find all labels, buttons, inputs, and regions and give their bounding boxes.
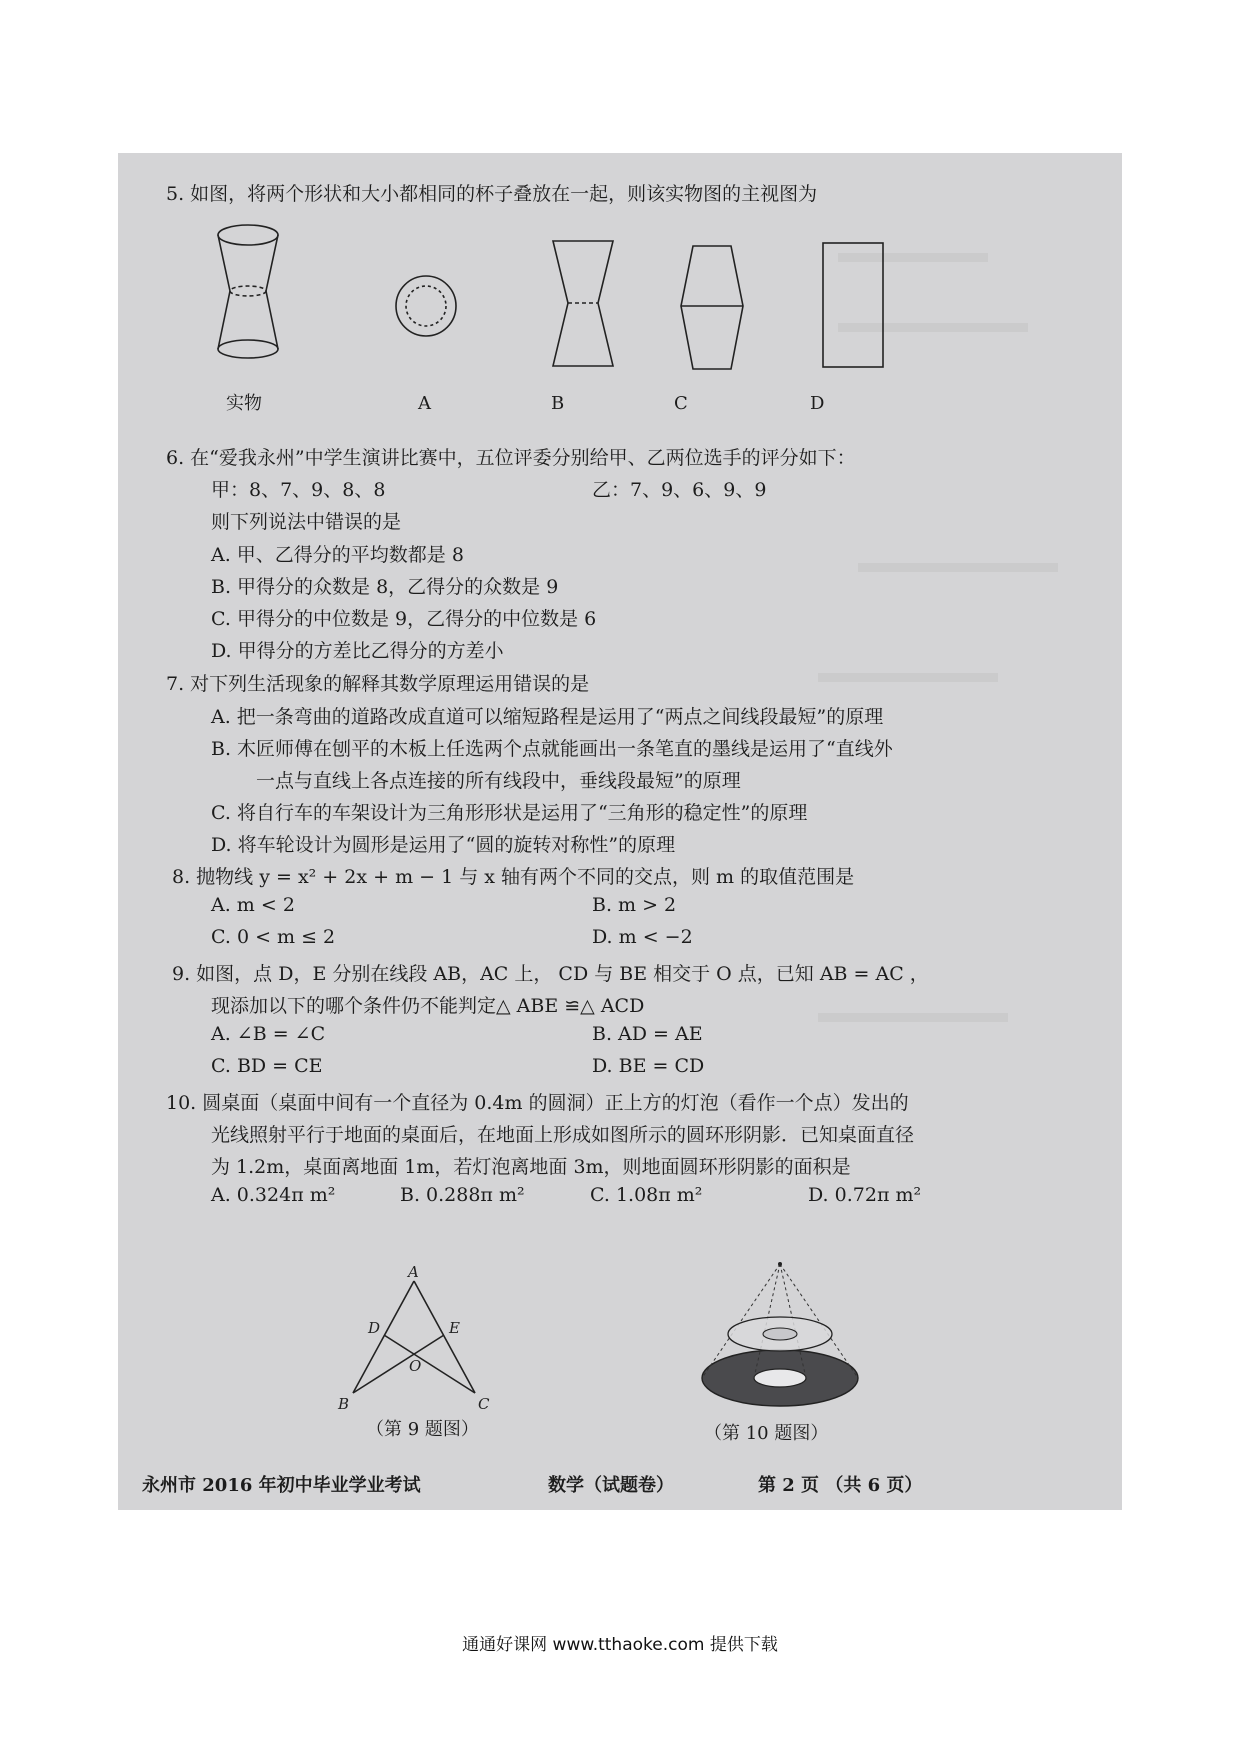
label-real-object: 实物 xyxy=(226,393,262,414)
exam-page-photo xyxy=(118,153,1122,1510)
question-9-option-c: C. BD = CE xyxy=(211,1055,323,1077)
bleed-mark xyxy=(838,323,1028,332)
option-c-shape xyxy=(681,246,743,369)
ring-shadow-hole xyxy=(754,1369,806,1387)
question-6-option-d: D. 甲得分的方差比乙得分的方差小 xyxy=(211,640,504,662)
question-6-option-c: C. 甲得分的中位数是 9，乙得分的中位数是 6 xyxy=(211,608,597,630)
question-7-option-d: D. 将车轮设计为圆形是运用了“圆的旋转对称性”的原理 xyxy=(211,834,676,856)
question-8-option-b: B. m > 2 xyxy=(592,894,677,916)
question-9-option-b: B. AD = AE xyxy=(592,1023,703,1045)
figure-10-caption: （第 10 题图） xyxy=(704,1423,829,1444)
question-9-stem-line-1: 9. 如图，点 D，E 分别在线段 AB，AC 上， CD 与 BE 相交于 O 点，已知 AB = AC ， xyxy=(172,963,929,985)
question-7-option-a: A. 把一条弯曲的道路改成直道可以缩短路程是运用了“两点之间线段最短”的原理 xyxy=(211,706,884,728)
point-label-c: C xyxy=(478,1395,490,1413)
point-label-o: O xyxy=(409,1357,422,1375)
question-10-stem-line-2: 光线照射平行于地面的桌面后，在地面上形成如图所示的圆环形阴影．已知桌面直径 xyxy=(211,1124,915,1146)
point-label-e: E xyxy=(449,1319,460,1337)
option-a-inner-circle xyxy=(406,286,446,326)
question-9-stem-line-2: 现添加以下的哪个条件仍不能判定△ ABE ≌△ ACD xyxy=(211,995,645,1017)
option-a-outer-circle xyxy=(396,276,456,336)
question-7-option-c: C. 将自行车的车架设计为三角形形状是运用了“三角形的稳定性”的原理 xyxy=(211,802,808,824)
question-6-jia-scores: 甲：8、7、9、8、8 xyxy=(211,479,386,501)
footer-page-number: 第 2 页 （共 6 页） xyxy=(758,1475,923,1496)
figure-9-triangle xyxy=(328,1263,518,1413)
cup-bottom-ellipse xyxy=(218,340,278,358)
label-option-b: B xyxy=(551,393,565,414)
question-9-option-d: D. BE = CD xyxy=(592,1055,705,1077)
footer-exam-name: 永州市 2016 年初中毕业学业考试 xyxy=(142,1475,421,1496)
question-8-option-c: C. 0 < m ≤ 2 xyxy=(211,926,336,948)
figure-9-caption: （第 9 题图） xyxy=(366,1419,479,1440)
question-6-option-b: B. 甲得分的众数是 8，乙得分的众数是 9 xyxy=(211,576,559,598)
question-7-option-b: B. 木匠师傅在刨平的木板上任选两个点就能画出一条笔直的墨线是运用了“直线外 xyxy=(211,738,893,760)
table-hole-ellipse xyxy=(763,1328,797,1340)
question-7-option-b-cont: 一点与直线上各点连接的所有线段中，垂线段最短”的原理 xyxy=(256,770,741,792)
question-6-option-a: A. 甲、乙得分的平均数都是 8 xyxy=(211,544,464,566)
question-10-option-b: B. 0.288π m² xyxy=(400,1184,525,1206)
point-label-b: B xyxy=(338,1395,350,1413)
question-8-option-d: D. m < −2 xyxy=(592,926,693,948)
question-10-option-a: A. 0.324π m² xyxy=(211,1184,336,1206)
question-8-option-a: A. m < 2 xyxy=(211,894,295,916)
question-7-stem: 7. 对下列生活现象的解释其数学原理运用错误的是 xyxy=(166,673,590,695)
footer-subject: 数学（试题卷） xyxy=(548,1475,674,1496)
label-option-d: D xyxy=(810,393,825,414)
question-6-yi-scores: 乙：7、9、6、9、9 xyxy=(592,479,767,501)
question-6-stem: 6. 在“爱我永州”中学生演讲比赛中，五位评委分别给甲、乙两位选手的评分如下： xyxy=(166,447,856,469)
question-6-ask: 则下列说法中错误的是 xyxy=(211,511,402,533)
question-9-option-a: A. ∠B = ∠C xyxy=(211,1023,326,1045)
question-5-figures xyxy=(213,221,863,381)
point-label-d: D xyxy=(368,1319,381,1337)
question-10-option-d: D. 0.72π m² xyxy=(808,1184,922,1206)
download-credit: 通通好课网 www.tthaoke.com 提供下载 xyxy=(462,1635,778,1655)
cup-top-ellipse xyxy=(218,225,278,245)
label-option-c: C xyxy=(674,393,688,414)
point-label-a: A xyxy=(408,1263,419,1281)
question-10-stem-line-1: 10. 圆桌面（桌面中间有一个直径为 0.4m 的圆洞）正上方的灯泡（看作一个点）发出的 xyxy=(166,1092,909,1114)
bleed-mark xyxy=(858,563,1058,572)
question-8-stem: 8. 抛物线 y = x² + 2x + m − 1 与 x 轴有两个不同的交点，则 m 的取值范围是 xyxy=(172,866,855,888)
lamp-point xyxy=(778,1262,782,1266)
bleed-mark xyxy=(818,673,998,682)
question-5-stem: 5. 如图，将两个形状和大小都相同的杯子叠放在一起，则该实物图的主视图为 xyxy=(166,183,818,205)
label-option-a: A xyxy=(418,393,431,414)
question-10-stem-line-3: 为 1.2m，桌面离地面 1m，若灯泡离地面 3m，则地面圆环形阴影的面积是 xyxy=(211,1156,851,1178)
figure-10-cone xyxy=(690,1258,870,1418)
question-10-option-c: C. 1.08π m² xyxy=(590,1184,703,1206)
bleed-mark xyxy=(818,1013,1008,1022)
